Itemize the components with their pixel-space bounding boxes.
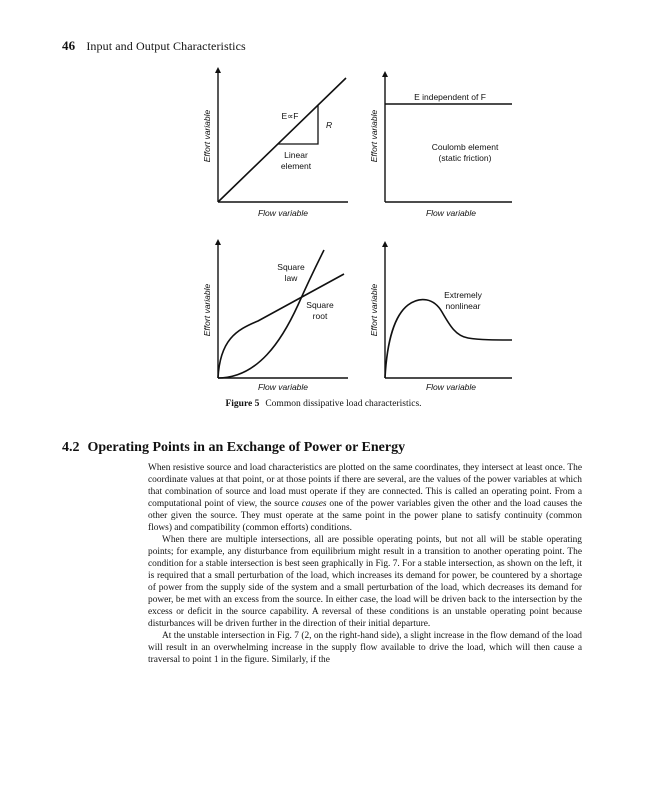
panel-d-ylabel: Effort variable: [369, 283, 379, 337]
panel-c-xlabel: Flow variable: [257, 382, 309, 392]
panel-b-ylabel: Effort variable: [369, 109, 379, 163]
independent-label: E independent of F: [414, 92, 486, 102]
square-law-label-2: law: [284, 273, 298, 283]
running-title: Input and Output Characteristics: [86, 39, 246, 53]
panel-d-xlabel: Flow variable: [425, 382, 477, 392]
paragraph-3: At the unstable intersection in Fig. 7 (2, on the right-hand side), a slight increase in the flow demand of the load will result in an overwhelming increase in the supply flow available to drive the load, which will then cause a traversal to point 1 in the figure. Similarly, if the: [148, 631, 582, 665]
square-root-label-1: Square: [306, 300, 334, 310]
linear-label-2: element: [280, 161, 312, 171]
linear-label-1: Linear: [284, 150, 308, 160]
slope-label: R: [326, 120, 333, 130]
figure-label: Figure 5: [225, 399, 260, 409]
figure-caption-text: Common dissipative load characteristics.: [265, 399, 422, 409]
section-body: [148, 462, 582, 666]
panel-nonlinear: [369, 244, 512, 392]
panel-c-ylabel: Effort variable: [202, 283, 212, 337]
square-root-curve: [218, 274, 344, 378]
panel-linear: [202, 70, 348, 218]
coulomb-label-2: (static friction): [438, 153, 492, 163]
square-law-label-1: Square: [277, 262, 305, 272]
proportional-label: E∝F: [281, 111, 299, 121]
paragraph-1: When resistive source and load characteristics are plotted on the same coordinates, they intersect at least once. The coordinate values at that point, or at those points if there are several, are the values of the power variables at which that combination of source and load must operate if they are connected. This is called an operating point. From a computational point of view, the source causes one of the power variables given the other and the load causes the other given the source. They must operate at the same point in the power plane to satisfy continuity (common flows) and compatibility (common efforts) conditions.: [148, 463, 582, 533]
emphasis-causes: causes: [301, 499, 327, 509]
section-heading: [62, 440, 405, 456]
section-title: Operating Points in an Exchange of Power or Energy: [87, 440, 406, 455]
figure-caption: [0, 399, 647, 409]
section-number: 4.2: [62, 440, 80, 455]
panel-a-xlabel: Flow variable: [257, 208, 309, 218]
paragraph-2: When there are multiple intersections, all are possible operating points, but not all will be stable operating points; for example, any disturbance from equilibrium might result in a transition to another operating point. The condition for a stable intersection is best seen graphically in Fig. 7. For a stable intersection, as shown on the left, it is required that a small perturbation of the load, which increases its demand for power, be countered by a shortage of power from the supply side of the system and a small perturbation of the load, which decreases its demand for power, be met with an excess from the source. In either case, the load will be driven back to the intersection by the excess or deficit in the source capability. A reversal of these conditions is an unstable operating point because disturbances will be driven further in the direction of their initial departure.: [148, 535, 582, 629]
linear-curve: [218, 78, 346, 202]
panel-b-xlabel: Flow variable: [425, 208, 477, 218]
panel-square: [202, 242, 348, 392]
nonlinear-curve: [385, 300, 512, 378]
page-number: 46: [62, 38, 76, 53]
nonlinear-label-2: nonlinear: [445, 301, 481, 311]
panel-a-ylabel: Effort variable: [202, 109, 212, 163]
coulomb-label-1: Coulomb element: [431, 142, 499, 152]
square-root-label-2: root: [312, 311, 328, 321]
panel-coulomb: [369, 74, 512, 218]
nonlinear-label-1: Extremely: [444, 290, 482, 300]
